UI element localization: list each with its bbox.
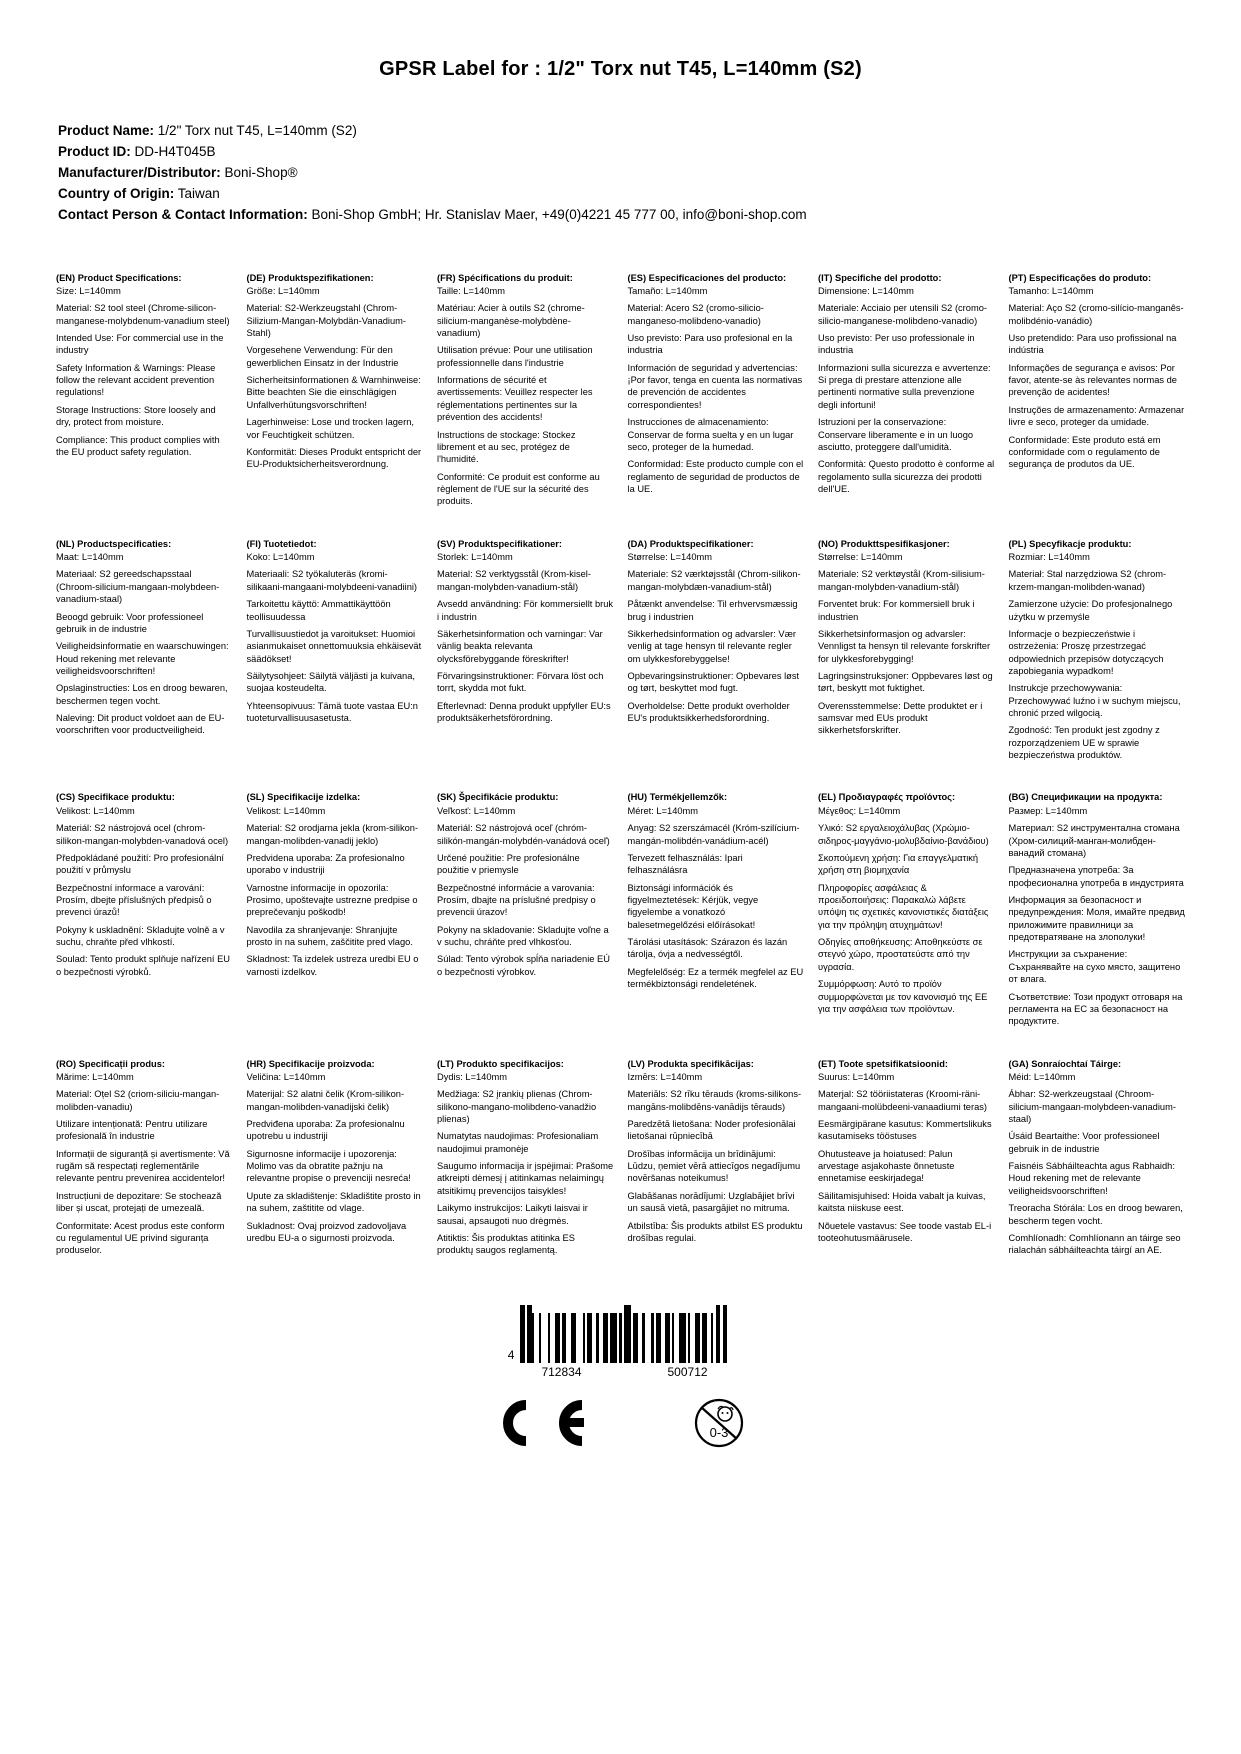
language-spec-line: Určené použitie: Pre profesionálne použitie v priemysle bbox=[437, 852, 580, 876]
language-spec-line: Safety Information & Warnings: Please follow the relevant accident prevention regulations! bbox=[56, 362, 216, 398]
conformity-marks bbox=[486, 1397, 756, 1449]
language-spec-line: Súlad: Tento výrobok spĺňa nariadenie EÚ o bezpečnosti výrobkov. bbox=[437, 954, 610, 977]
language-block-cs bbox=[56, 791, 233, 1027]
language-spec-line: Utilisation prévue: Pour une utilisation professionnelle dans l'industrie bbox=[437, 345, 593, 368]
language-spec-line: Materiał: Stal narzędziowa S2 (chrom-krzem-mangan-molibden-wanad) bbox=[1008, 569, 1167, 592]
barcode-left-group: 712834 bbox=[541, 1364, 582, 1379]
language-heading: (BG) Спецификации на продукта: bbox=[1008, 792, 1163, 803]
language-spec-line: Påtænkt anvendelse: Til erhvervsmæssig brug i industrien bbox=[627, 599, 798, 622]
language-heading: (HR) Specifikacije proizvoda: bbox=[246, 1058, 375, 1069]
language-spec-line: Tamanho: L=140mm bbox=[1008, 285, 1094, 296]
language-spec-line: Atbilstība: Šis produkts atbilst ES produktu drošības regulai. bbox=[627, 1220, 803, 1243]
language-heading: (EL) Προδιαγραφές προϊόντος: bbox=[818, 792, 956, 803]
language-heading: (NO) Produkttspesifikasjoner: bbox=[818, 538, 950, 549]
language-spec-line: Størrelse: L=140mm bbox=[627, 552, 712, 563]
language-spec-line: Mărime: L=140mm bbox=[56, 1071, 134, 1082]
language-heading: (EN) Product Specifications: bbox=[56, 272, 182, 283]
language-spec-line: Съответствие: Този продукт отговаря на регламента на ЕС за безопасност на продуктите. bbox=[1008, 991, 1183, 1027]
language-spec-line: Conformité: Ce produit est conforme au règlement de l'UE sur la sécurité des produits. bbox=[437, 471, 600, 507]
language-block-it bbox=[818, 272, 995, 508]
language-spec-line: Yhteensopivuus: Tämä tuote vastaa EU:n tuoteturvallisuusasetusta. bbox=[246, 700, 418, 724]
language-spec-line: Treoracha Stórála: Los en droog bewaren, bescherm tegen vocht. bbox=[1008, 1203, 1183, 1226]
language-heading: (GA) Sonraíochtaí Táirge: bbox=[1008, 1058, 1122, 1069]
field-value: Taiwan bbox=[177, 185, 220, 201]
language-heading: (FR) Spécifications du produit: bbox=[437, 272, 573, 283]
language-spec-line: Compliance: This product complies with the EU product safety regulation. bbox=[56, 434, 220, 457]
language-spec-line: Dydis: L=140mm bbox=[437, 1071, 508, 1082]
language-spec-line: Lagerhinweise: Lose und trocken lagern, vor Feuchtigkeit schützen. bbox=[246, 417, 414, 440]
language-spec-line: Tervezett felhasználás: Ipari felhasználásra bbox=[627, 852, 743, 876]
field-country-of-origin bbox=[58, 184, 1185, 205]
language-heading: (LV) Produkta specifikācijas: bbox=[627, 1058, 754, 1069]
language-heading: (ES) Especificaciones del producto: bbox=[627, 272, 787, 283]
language-spec-line: Megfelelőség: Ez a termék megfelel az EU termékbiztonsági rendeletének. bbox=[627, 966, 804, 990]
language-spec-line: Veľkosť: L=140mm bbox=[437, 805, 516, 816]
language-spec-line: Opslaginstructies: Los en droog bewaren, beschermen tegen vocht. bbox=[56, 683, 228, 706]
language-spec-line: Material: S2-Werkzeugstahl (Chrom-Silizium-Mangan-Molybdän-Vanadium-Stahl) bbox=[246, 303, 406, 339]
language-spec-line: Instrukcje przechowywania: Przechowywać luźno i w suchym miejscu, chronić przed wilgocią. bbox=[1008, 683, 1181, 719]
language-specifications-grid bbox=[56, 272, 1185, 1257]
language-heading: (SK) Špecifikácie produktu: bbox=[437, 792, 559, 803]
language-spec-line: Größe: L=140mm bbox=[246, 285, 320, 296]
language-spec-line: Zgodność: Ten produkt jest zgodny z rozporządzeniem UE w sprawie bezpieczeństwa produktów. bbox=[1008, 725, 1160, 761]
field-label: Product Name: bbox=[58, 123, 155, 138]
language-heading: (PL) Specyfikacje produktu: bbox=[1008, 538, 1132, 549]
language-spec-line: Ohutusteave ja hoiatused: Palun arvestage asjakohaste õnnetuste ennetamise eeskirjadega! bbox=[818, 1148, 955, 1184]
language-spec-line: Předpokládané použití: Pro profesionální použití v průmyslu bbox=[56, 852, 224, 876]
language-block-lv bbox=[628, 1058, 805, 1257]
language-spec-line: Skladnost: Ta izdelek ustreza uredbi EU o varnosti izdelkov. bbox=[246, 954, 419, 977]
language-block-en bbox=[56, 272, 233, 508]
language-spec-line: Informacje o bezpieczeństwie i ostrzeżenia: Proszę przestrzegać odpowiednich przepisów dotyczących zapobiegania wypadkom! bbox=[1008, 628, 1164, 676]
language-block-nl bbox=[56, 538, 233, 762]
language-spec-line: Materjal: S2 tööriistateras (Kroomi-räni-mangaani-molübdeeni-vanaadiumi teras) bbox=[818, 1089, 987, 1112]
language-spec-line: Materiale: S2 værktøjsstål (Chrom-silikon-mangan-molybdæn-vanadium-stål) bbox=[627, 569, 801, 592]
language-spec-line: Materiale: S2 verktøystål (Krom-silisium-mangan-molybden-vanadium-stål) bbox=[818, 569, 985, 592]
language-spec-line: Υλικό: S2 εργαλειοχάλυβας (Χρώμιο-σιδηρος-μαγγάνιο-μολυβδαίνιο-βανάδιου) bbox=[818, 823, 989, 846]
language-heading: (RO) Specificații produs: bbox=[56, 1058, 165, 1069]
language-heading: (FI) Tuotetiedot: bbox=[246, 538, 317, 549]
language-spec-line: Säilitamisjuhised: Hoida vabalt ja kuivas, kaitsta niiskuse eest. bbox=[818, 1190, 986, 1214]
language-spec-line: Méid: L=140mm bbox=[1008, 1071, 1076, 1082]
language-spec-line: Instruções de armazenamento: Armazenar livre e seco, proteger da umidade. bbox=[1008, 404, 1185, 428]
language-spec-line: Predvidena uporaba: Za profesionalno uporabo v industriji bbox=[246, 852, 405, 876]
language-heading: (ET) Toote spetsifikatsioonid: bbox=[818, 1058, 948, 1069]
language-block-pl bbox=[1009, 538, 1186, 762]
language-spec-line: Izmērs: L=140mm bbox=[627, 1071, 703, 1082]
language-spec-line: Maat: L=140mm bbox=[56, 552, 124, 563]
language-spec-line: Konformität: Dieses Produkt entspricht der EU-Produktsicherheitsverordnung. bbox=[246, 446, 422, 470]
language-spec-line: Material: Aço S2 (cromo-silício-manganês-molibdénio-vanádio) bbox=[1008, 303, 1184, 326]
language-spec-line: Материал: S2 инструментална стомана (Хром-силиций-манган-молибден-ванадий стомана) bbox=[1008, 823, 1180, 858]
language-spec-line: Instrucciones de almacenamiento: Conservar de forma suelta y en un lugar seco, proteger de la humedad. bbox=[627, 417, 794, 452]
field-label: Contact Person & Contact Information: bbox=[58, 206, 308, 222]
language-spec-line: Uso previsto: Para uso profesional en la industria bbox=[627, 333, 793, 356]
language-spec-line: Conformitate: Acest produs este conform cu regulamentul UE privind siguranța produselor. bbox=[56, 1220, 225, 1256]
barcode-bars bbox=[520, 1305, 727, 1363]
field-value: Boni-Shop® bbox=[224, 164, 298, 180]
language-spec-line: Eesmärgipärane kasutus: Kommertslikuks kasutamiseks tööstuses bbox=[818, 1119, 992, 1142]
field-product-id bbox=[58, 142, 1185, 163]
language-spec-line: Predviđena uporaba: Za profesionalnu upotrebu u industriji bbox=[246, 1119, 405, 1142]
language-spec-line: Informações de segurança e avisos: Por favor, atente-se às relevantes normas de prevenção de acidentes! bbox=[1008, 362, 1177, 398]
language-spec-line: Glabāšanas norādījumi: Uzglabājiet brīvi un sausā vietā, pasargājiet no mitruma. bbox=[627, 1190, 795, 1214]
language-spec-line: Conformità: Questo prodotto è conforme al regolamento sulla sicurezza dei prodotti dell'UE. bbox=[818, 459, 995, 494]
language-spec-line: Intended Use: For commercial use in the industry bbox=[56, 333, 224, 356]
language-block-es bbox=[628, 272, 805, 508]
language-spec-line: Material: Acero S2 (cromo-silicio-manganeso-molibdeno-vanadio) bbox=[627, 303, 764, 326]
language-spec-line: Overensstemmelse: Dette produktet er i samsvar med EUs produkt sikkerhetsforskrifter. bbox=[818, 700, 983, 736]
language-spec-line: Materijal: S2 alatni čelik (Krom-silikon-mangan-molibden-vanadijski čelik) bbox=[246, 1089, 405, 1112]
language-spec-line: Koko: L=140mm bbox=[246, 552, 315, 563]
language-spec-line: Material: S2 tool steel (Chrome-silicon-manganese-molybdenum-vanadium steel) bbox=[56, 303, 230, 326]
age-warning-label: 0-3 bbox=[709, 1424, 728, 1440]
language-spec-line: Atitiktis: Šis produktas atitinka ES produktų saugos reglamentą. bbox=[437, 1232, 575, 1256]
language-spec-line: Efterlevnad: Denna produkt uppfyller EU:s produktsäkerhetsförordning. bbox=[437, 700, 611, 724]
language-spec-line: Matériau: Acier à outils S2 (chrome-silicium-manganèse-molybdène-vanadium) bbox=[437, 303, 585, 339]
language-block-lt bbox=[437, 1058, 614, 1257]
language-block-fi bbox=[247, 538, 424, 762]
language-spec-line: Storage Instructions: Store loosely and dry, protect from moisture. bbox=[56, 404, 216, 428]
language-spec-line: Sukladnost: Ovaj proizvod zadovoljava uredbu EU-a o sigurnosti proizvoda. bbox=[246, 1220, 407, 1243]
language-spec-line: Overholdelse: Dette produkt overholder EU's produktsikkerhedsforordning. bbox=[627, 700, 790, 724]
language-spec-line: Bezpečnostné informácie a varovania: Prosím, dbajte na príslušné predpisy o prevencii úrazov! bbox=[437, 882, 596, 918]
language-spec-line: Anyag: S2 szerszámacél (Króm-szilícium-mangán-molibdén-vanádium-acél) bbox=[627, 823, 800, 846]
field-label: Manufacturer/Distributor: bbox=[58, 164, 221, 180]
language-spec-line: Size: L=140mm bbox=[56, 285, 121, 296]
language-spec-line: Úsáid Beartaithe: Voor professioneel gebruik in de industrie bbox=[1008, 1131, 1160, 1154]
language-spec-line: Utilizare intenționată: Pentru utilizare profesională în industrie bbox=[56, 1119, 208, 1142]
language-spec-line: Numatytas naudojimas: Profesionaliam naudojimui pramonėje bbox=[437, 1131, 599, 1154]
label-footer bbox=[56, 1305, 1185, 1449]
language-spec-line: Paredzētā lietošana: Noder profesionālai lietošanai rūpniecībā bbox=[627, 1119, 796, 1142]
language-spec-line: Informazioni sulla sicurezza e avvertenze: Si prega di prestare attenzione alle pertinenti normative sulla prevenzione degli infortuni! bbox=[818, 362, 991, 410]
ean13-barcode bbox=[508, 1305, 733, 1363]
language-spec-line: Nõuetele vastavus: See toode vastab EL-i tooteohutusmäärusele. bbox=[818, 1220, 992, 1243]
language-spec-line: Información de seguridad y advertencias: ¡Por favor, tenga en cuenta las normativas de prevención de accidentes correspondientes! bbox=[627, 362, 803, 410]
barcode-leading-digit: 4 bbox=[507, 1347, 515, 1362]
language-block-no bbox=[818, 538, 995, 762]
language-spec-line: Veiligheidsinformatie en waarschuwingen: Houd rekening met relevante veiligheidsvoorschriften! bbox=[56, 641, 229, 676]
language-spec-line: Material: S2 orodjarna jekla (krom-silikon-mangan-molibden-vanadij jeklo) bbox=[246, 823, 419, 846]
language-spec-line: Veličina: L=140mm bbox=[246, 1071, 326, 1082]
language-heading: (SV) Produktspecifikationer: bbox=[437, 538, 563, 549]
language-block-sl bbox=[247, 791, 424, 1027]
language-spec-line: Velikost: L=140mm bbox=[246, 805, 326, 816]
language-spec-line: Forventet bruk: For kommersiell bruk i industrien bbox=[818, 599, 975, 622]
language-spec-line: Istruzioni per la conservazione: Conservare liberamente e in un luogo asciutto, proteggere dall'umidità. bbox=[818, 417, 974, 452]
language-spec-line: Faisnéis Sábháilteachta agus Rabhaidh: Houd rekening met de relevante veiligheidsvoorschriften! bbox=[1008, 1161, 1175, 1196]
language-block-sk bbox=[437, 791, 614, 1027]
language-block-ro bbox=[56, 1058, 233, 1257]
language-spec-line: Conformidade: Este produto está em conformidade com o regulamento de segurança de produtos da UE. bbox=[1008, 434, 1161, 470]
language-spec-line: Upute za skladištenje: Skladištite prosto in na suhem, zaštitite od vlage. bbox=[246, 1190, 421, 1214]
language-spec-line: Lagringsinstruksjoner: Oppbevares løst og tørt, beskytt mot fuktighet. bbox=[818, 670, 993, 694]
language-spec-line: Sicherheitsinformationen & Warnhinweise: Bitte beachten Sie die einschlägigen Unfallverhütungsvorschriften! bbox=[246, 375, 421, 410]
language-spec-line: Conformidad: Este producto cumple con el reglamento de seguridad de productos de la UE. bbox=[627, 459, 804, 494]
language-heading: (CS) Specifikace produktu: bbox=[56, 792, 175, 803]
language-spec-line: Comhlíonadh: Comhlíonann an táirge seo rialachán sábháilteachta táirgí an AE. bbox=[1008, 1232, 1181, 1256]
language-heading: (HU) Termékjellemzők: bbox=[627, 792, 728, 803]
field-value: 1/2" Torx nut T45, L=140mm (S2) bbox=[157, 123, 357, 138]
language-spec-line: Förvaringsinstruktioner: Förvara löst och torrt, skydda mot fukt. bbox=[437, 670, 604, 694]
language-spec-line: Bezpečnostní informace a varování: Prosím, dbejte příslušných předpisů o prevenci úrazů! bbox=[56, 882, 212, 918]
language-heading: (SL) Specifikacije izdelka: bbox=[246, 792, 361, 803]
language-heading: (DA) Produktspecifikationer: bbox=[627, 538, 754, 549]
language-block-sv bbox=[437, 538, 614, 762]
page-title: GPSR Label for : 1/2" Torx nut T45, L=140mm (S2) bbox=[379, 58, 862, 80]
language-spec-line: Инструкции за съхранение: Съхранявайте на сухо място, защитено от влага. bbox=[1008, 949, 1181, 985]
language-spec-line: Materiāls: S2 rīku tērauds (kroms-silikons-mangāns-molibdēns-vanādijs tērauds) bbox=[627, 1089, 802, 1112]
language-spec-line: Turvallisuustiedot ja varoitukset: Huomioi asianmukaiset onnettomuuksia ehkäisevät säädökset! bbox=[246, 628, 422, 664]
field-label: Country of Origin: bbox=[58, 185, 175, 201]
language-spec-line: Soulad: Tento produkt splňuje nařízení EU o bezpečnosti výrobků. bbox=[56, 954, 230, 977]
language-spec-line: Storlek: L=140mm bbox=[437, 552, 513, 563]
language-spec-line: Material: S2 verktygsstål (Krom-kisel-mangan-molybden-vanadium-stål) bbox=[437, 569, 591, 592]
language-spec-line: Avsedd användning: För kommersiellt bruk i industrin bbox=[437, 599, 614, 622]
language-spec-line: Συμμόρφωση: Αυτό το προϊόν συμμορφώνεται με τον κανονισμό της ΕΕ για την ασφάλεια των προϊόντων. bbox=[818, 979, 988, 1014]
language-spec-line: Saugumo informacija ir įspėjimai: Prašome atkreipti dėmesį į atitinkamas nelaimingų atsitikimų prevencijos taisykles! bbox=[437, 1161, 614, 1196]
language-spec-line: Μέγεθος: L=140mm bbox=[818, 805, 901, 816]
language-spec-line: Rozmiar: L=140mm bbox=[1008, 552, 1090, 563]
language-spec-line: Informații de siguranță și avertismente: Vă rugăm să respectați reglementările relevante pentru prevenirea accidentelor! bbox=[56, 1148, 230, 1184]
language-spec-line: Säkerhetsinformation och varningar: Var vänlig beakta relevanta olycksförebyggande föreskrifter! bbox=[437, 628, 603, 664]
language-spec-line: Instrucțiuni de depozitare: Se stochează liber și uscat, protejați de umezeală. bbox=[56, 1190, 222, 1214]
language-spec-line: Tarkoitettu käyttö: Ammattikäyttöön teollisuudessa bbox=[246, 599, 391, 622]
language-spec-line: Méret: L=140mm bbox=[627, 805, 699, 816]
language-block-de bbox=[247, 272, 424, 508]
language-block-ga bbox=[1009, 1058, 1186, 1257]
language-spec-line: Uso pretendido: Para uso profissional na indústria bbox=[1008, 333, 1177, 356]
language-heading: (IT) Specifiche del prodotto: bbox=[818, 272, 942, 283]
language-heading: (NL) Productspecificaties: bbox=[56, 538, 172, 549]
product-header-fields bbox=[58, 121, 1185, 226]
field-value: Boni-Shop GmbH; Hr. Stanislav Maer, +49(0)4221 45 777 00, info@boni-shop.com bbox=[311, 206, 807, 222]
language-spec-line: Materiál: S2 nástrojová oceľ (chróm-silikón-mangán-molybdén-vanádová oceľ) bbox=[437, 823, 610, 846]
language-spec-line: Informations de sécurité et avertissements: Veuillez respecter les réglementations pertinentes sur la prévention des accidents! bbox=[437, 375, 593, 423]
language-spec-line: Dimensione: L=140mm bbox=[818, 285, 914, 296]
language-spec-line: Materiaali: S2 työkaluteräs (kromi-silikaani-mangaani-molybdeeni-vanadiini) bbox=[246, 569, 418, 592]
language-spec-line: Размер: L=140mm bbox=[1008, 805, 1088, 816]
language-spec-line: Säilytysohjeet: Säilytä väljästi ja kuivana, suojaa kosteudelta. bbox=[246, 670, 415, 694]
language-spec-line: Medžiaga: S2 įrankių plienas (Chrom-silikono-mangano-molibdeno-vanadžio plienas) bbox=[437, 1089, 597, 1125]
ce-mark-icon bbox=[486, 1397, 596, 1449]
language-spec-line: Opbevaringsinstruktioner: Opbevares løst og tørt, beskyttet mod fugt. bbox=[627, 670, 800, 694]
field-contact-info bbox=[58, 205, 1185, 226]
language-spec-line: Sigurnosne informacije i upozorenja: Molimo vas da obratite pažnju na relevantne propise o prevenciji nesreća! bbox=[246, 1148, 411, 1184]
barcode-right-group: 500712 bbox=[667, 1364, 708, 1379]
language-spec-line: Zamierzone użycie: Do profesjonalnego użytku w przemyśle bbox=[1008, 599, 1173, 622]
language-spec-line: Pokyny k uskladnění: Skladujte volně a v suchu, chraňte před vlhkostí. bbox=[56, 924, 225, 948]
language-spec-line: Navodila za shranjevanje: Shranjujte prosto in na suhem, zaščitite pred vlago. bbox=[246, 924, 413, 948]
language-heading: (PT) Especificações do produto: bbox=[1008, 272, 1152, 283]
language-spec-line: Materiál: S2 nástrojová ocel (chrom-silikon-mangan-molybden-vanadová ocel) bbox=[56, 823, 229, 846]
language-spec-line: Σκοπούμενη χρήση: Για επαγγελματική χρήση στη βιομηχανία bbox=[818, 852, 979, 876]
language-spec-line: Vorgesehene Verwendung: Für den gewerblichen Einsatz in der Industrie bbox=[246, 345, 399, 368]
language-spec-line: Drošības informācija un brīdinājumi: Lūdzu, ņemiet vērā attiecīgos negadījumu novēršanas noteikumus! bbox=[627, 1148, 801, 1184]
age-warning-icon bbox=[682, 1397, 756, 1449]
language-spec-line: Πληροφορίες ασφάλειας & προειδοποιήσεις: Παρακαλώ λάβετε υπόψη τις σχετικές κανονιστικές διατάξεις για την πρόληψη ατυχημάτων! bbox=[818, 882, 989, 930]
language-spec-line: Sikkerhedsinformation og advarsler: Vær venlig at tage hensyn til relevante regler om ulykkesforebyggelse! bbox=[627, 628, 796, 664]
language-block-et bbox=[818, 1058, 995, 1257]
language-spec-line: Beoogd gebruik: Voor professioneel gebruik in de industrie bbox=[56, 611, 204, 634]
language-block-el bbox=[818, 791, 995, 1027]
language-spec-line: Sikkerhetsinformasjon og advarsler: Vennligst ta hensyn til relevante forskrifter for ulykkesforebygging! bbox=[818, 628, 991, 664]
language-heading: (LT) Produkto specifikacijos: bbox=[437, 1058, 564, 1069]
language-spec-line: Materiale: Acciaio per utensili S2 (cromo-silicio-manganese-molibdeno-vanadio) bbox=[818, 303, 987, 326]
language-block-da bbox=[628, 538, 805, 762]
language-spec-line: Material: Oțel S2 (criom-siliciu-mangan-molibden-vanadiu) bbox=[56, 1089, 220, 1112]
field-manufacturer bbox=[58, 163, 1185, 184]
language-spec-line: Varnostne informacije in opozorila: Prosimo, upoštevajte ustrezne predpise o preprečevanju poškodb! bbox=[246, 882, 418, 918]
language-spec-line: Suurus: L=140mm bbox=[818, 1071, 895, 1082]
language-block-pt bbox=[1009, 272, 1186, 508]
language-block-bg bbox=[1009, 791, 1186, 1027]
language-spec-line: Uso previsto: Per uso professionale in industria bbox=[818, 333, 975, 356]
language-spec-line: Instructions de stockage: Stockez librement et au sec, protégez de l'humidité. bbox=[437, 429, 576, 465]
language-spec-line: Naleving: Dit product voldoet aan de EU-voorschriften voor productveiligheid. bbox=[56, 713, 225, 736]
language-spec-line: Taille: L=140mm bbox=[437, 285, 505, 296]
language-spec-line: Velikost: L=140mm bbox=[56, 805, 135, 816]
language-spec-line: Biztonsági információk és figyelmeztetések: Kérjük, vegye figyelembe a vonatkozó balesetmegelőzési előírásokat! bbox=[627, 882, 759, 930]
language-block-hr bbox=[247, 1058, 424, 1257]
language-spec-line: Предназначена употреба: За професионална употреба в индустрията bbox=[1008, 865, 1184, 888]
language-spec-line: Størrelse: L=140mm bbox=[818, 552, 903, 563]
field-value: DD-H4T045B bbox=[134, 143, 216, 159]
language-heading: (DE) Produktspezifikationen: bbox=[246, 272, 374, 283]
language-block-hu bbox=[628, 791, 805, 1027]
field-label: Product ID: bbox=[58, 143, 131, 159]
language-spec-line: Pokyny na skladovanie: Skladujte voľne a v suchu, chráňte pred vlhkosťou. bbox=[437, 924, 609, 948]
language-spec-line: Laikymo instrukcijos: Laikyti laisvai ir sausai, apsaugoti nuo drėgmės. bbox=[437, 1203, 588, 1226]
language-spec-line: Οδηγίες αποθήκευσης: Αποθηκεύστε σε στεγνό χώρο, προστατεύστε από την υγρασία. bbox=[818, 937, 983, 972]
language-spec-line: Tárolási utasítások: Szárazon és lazán tárolja, óvja a nedvességtől. bbox=[627, 937, 788, 960]
language-spec-line: Materiaal: S2 gereedschapsstaal (Chroom-silicium-mangaan-molybdeen-vanadium-staal) bbox=[56, 569, 220, 605]
barcode-number-groups bbox=[541, 1365, 707, 1379]
language-spec-line: Ábhar: S2-werkzeugstaal (Chroom-silicium-mangaan-molybdeen-vanadium-staal) bbox=[1008, 1089, 1176, 1125]
language-spec-line: Tamaño: L=140mm bbox=[627, 285, 708, 296]
field-product-name bbox=[58, 121, 1185, 142]
language-block-fr bbox=[437, 272, 614, 508]
language-spec-line: Информация за безопасност и предупреждения: Моля, имайте предвид приложимите правилници за предотвратяване на злополуки! bbox=[1008, 894, 1185, 943]
